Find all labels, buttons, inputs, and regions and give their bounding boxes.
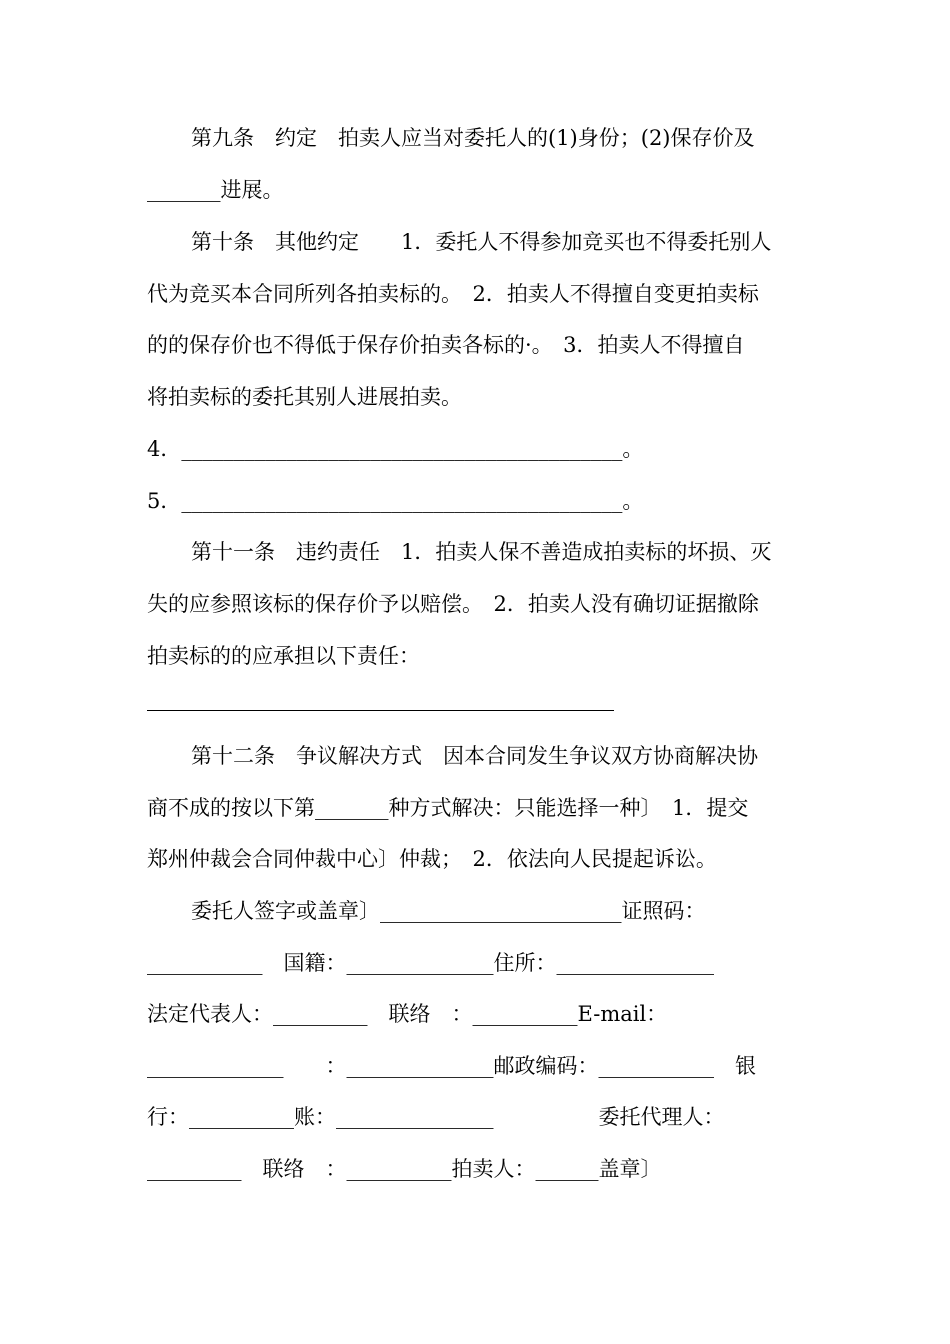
blank-rule (147, 710, 614, 711)
signature-line-2: ___________ 国籍：______________住所：_______________ (147, 951, 714, 975)
article-11-line-3: 拍卖标的的应承担以下责任： (147, 644, 420, 668)
article-10-item-4: 4．__________________________________________。 (147, 437, 644, 461)
signature-line-5: 行：__________账：_______________ 委托代理人： (147, 1105, 725, 1129)
article-10-line-3: 的的保存价也不得低于保存价拍卖各标的·。 3．拍卖人不得擅自 (147, 333, 745, 357)
article-10-item-5: 5．__________________________________________。 (147, 489, 644, 513)
article-9-line-2: _______进展。 (147, 178, 284, 202)
article-12-line-1: 第十二条 争议解决方式 因本合同发生争议双方协商解决协 (191, 744, 758, 768)
article-9-line-1: 第九条 约定 拍卖人应当对委托人的(1)身份；(2)保存价及 (191, 126, 755, 150)
article-10-line-2: 代为竞买本合同所列各拍卖标的。 2．拍卖人不得擅自变更拍卖标 (147, 282, 759, 306)
signature-line-3: 法定代表人：_________ 联络 ：__________E-mail： (147, 1002, 668, 1026)
article-10-line-1: 第十条 其他约定 1．委托人不得参加竞买也不得委托别人 (191, 230, 772, 254)
article-11-line-2: 失的应参照该标的保存价予以赔偿。 2．拍卖人没有确切证据撤除 (147, 592, 759, 616)
article-12-line-3: 郑州仲裁会合同仲裁中心〕仲裁； 2．依法向人民提起诉讼。 (147, 847, 717, 871)
article-10-line-4: 将拍卖标的委托其别人进展拍卖。 (147, 385, 462, 409)
signature-line-1: 委托人签字或盖章〕_______________________证照码： (191, 899, 706, 923)
article-12-line-2: 商不成的按以下第_______种方式解决：只能选择一种〕 1．提交 (147, 796, 749, 820)
signature-line-6: _________ 联络 ：__________拍卖人：______盖章〕 (147, 1157, 662, 1181)
article-11-line-1: 第十一条 违约责任 1．拍卖人保不善造成拍卖标的坏损、灭 (191, 540, 772, 564)
signature-line-4: _____________ ：______________邮政编码：___________ 银 (147, 1054, 756, 1078)
